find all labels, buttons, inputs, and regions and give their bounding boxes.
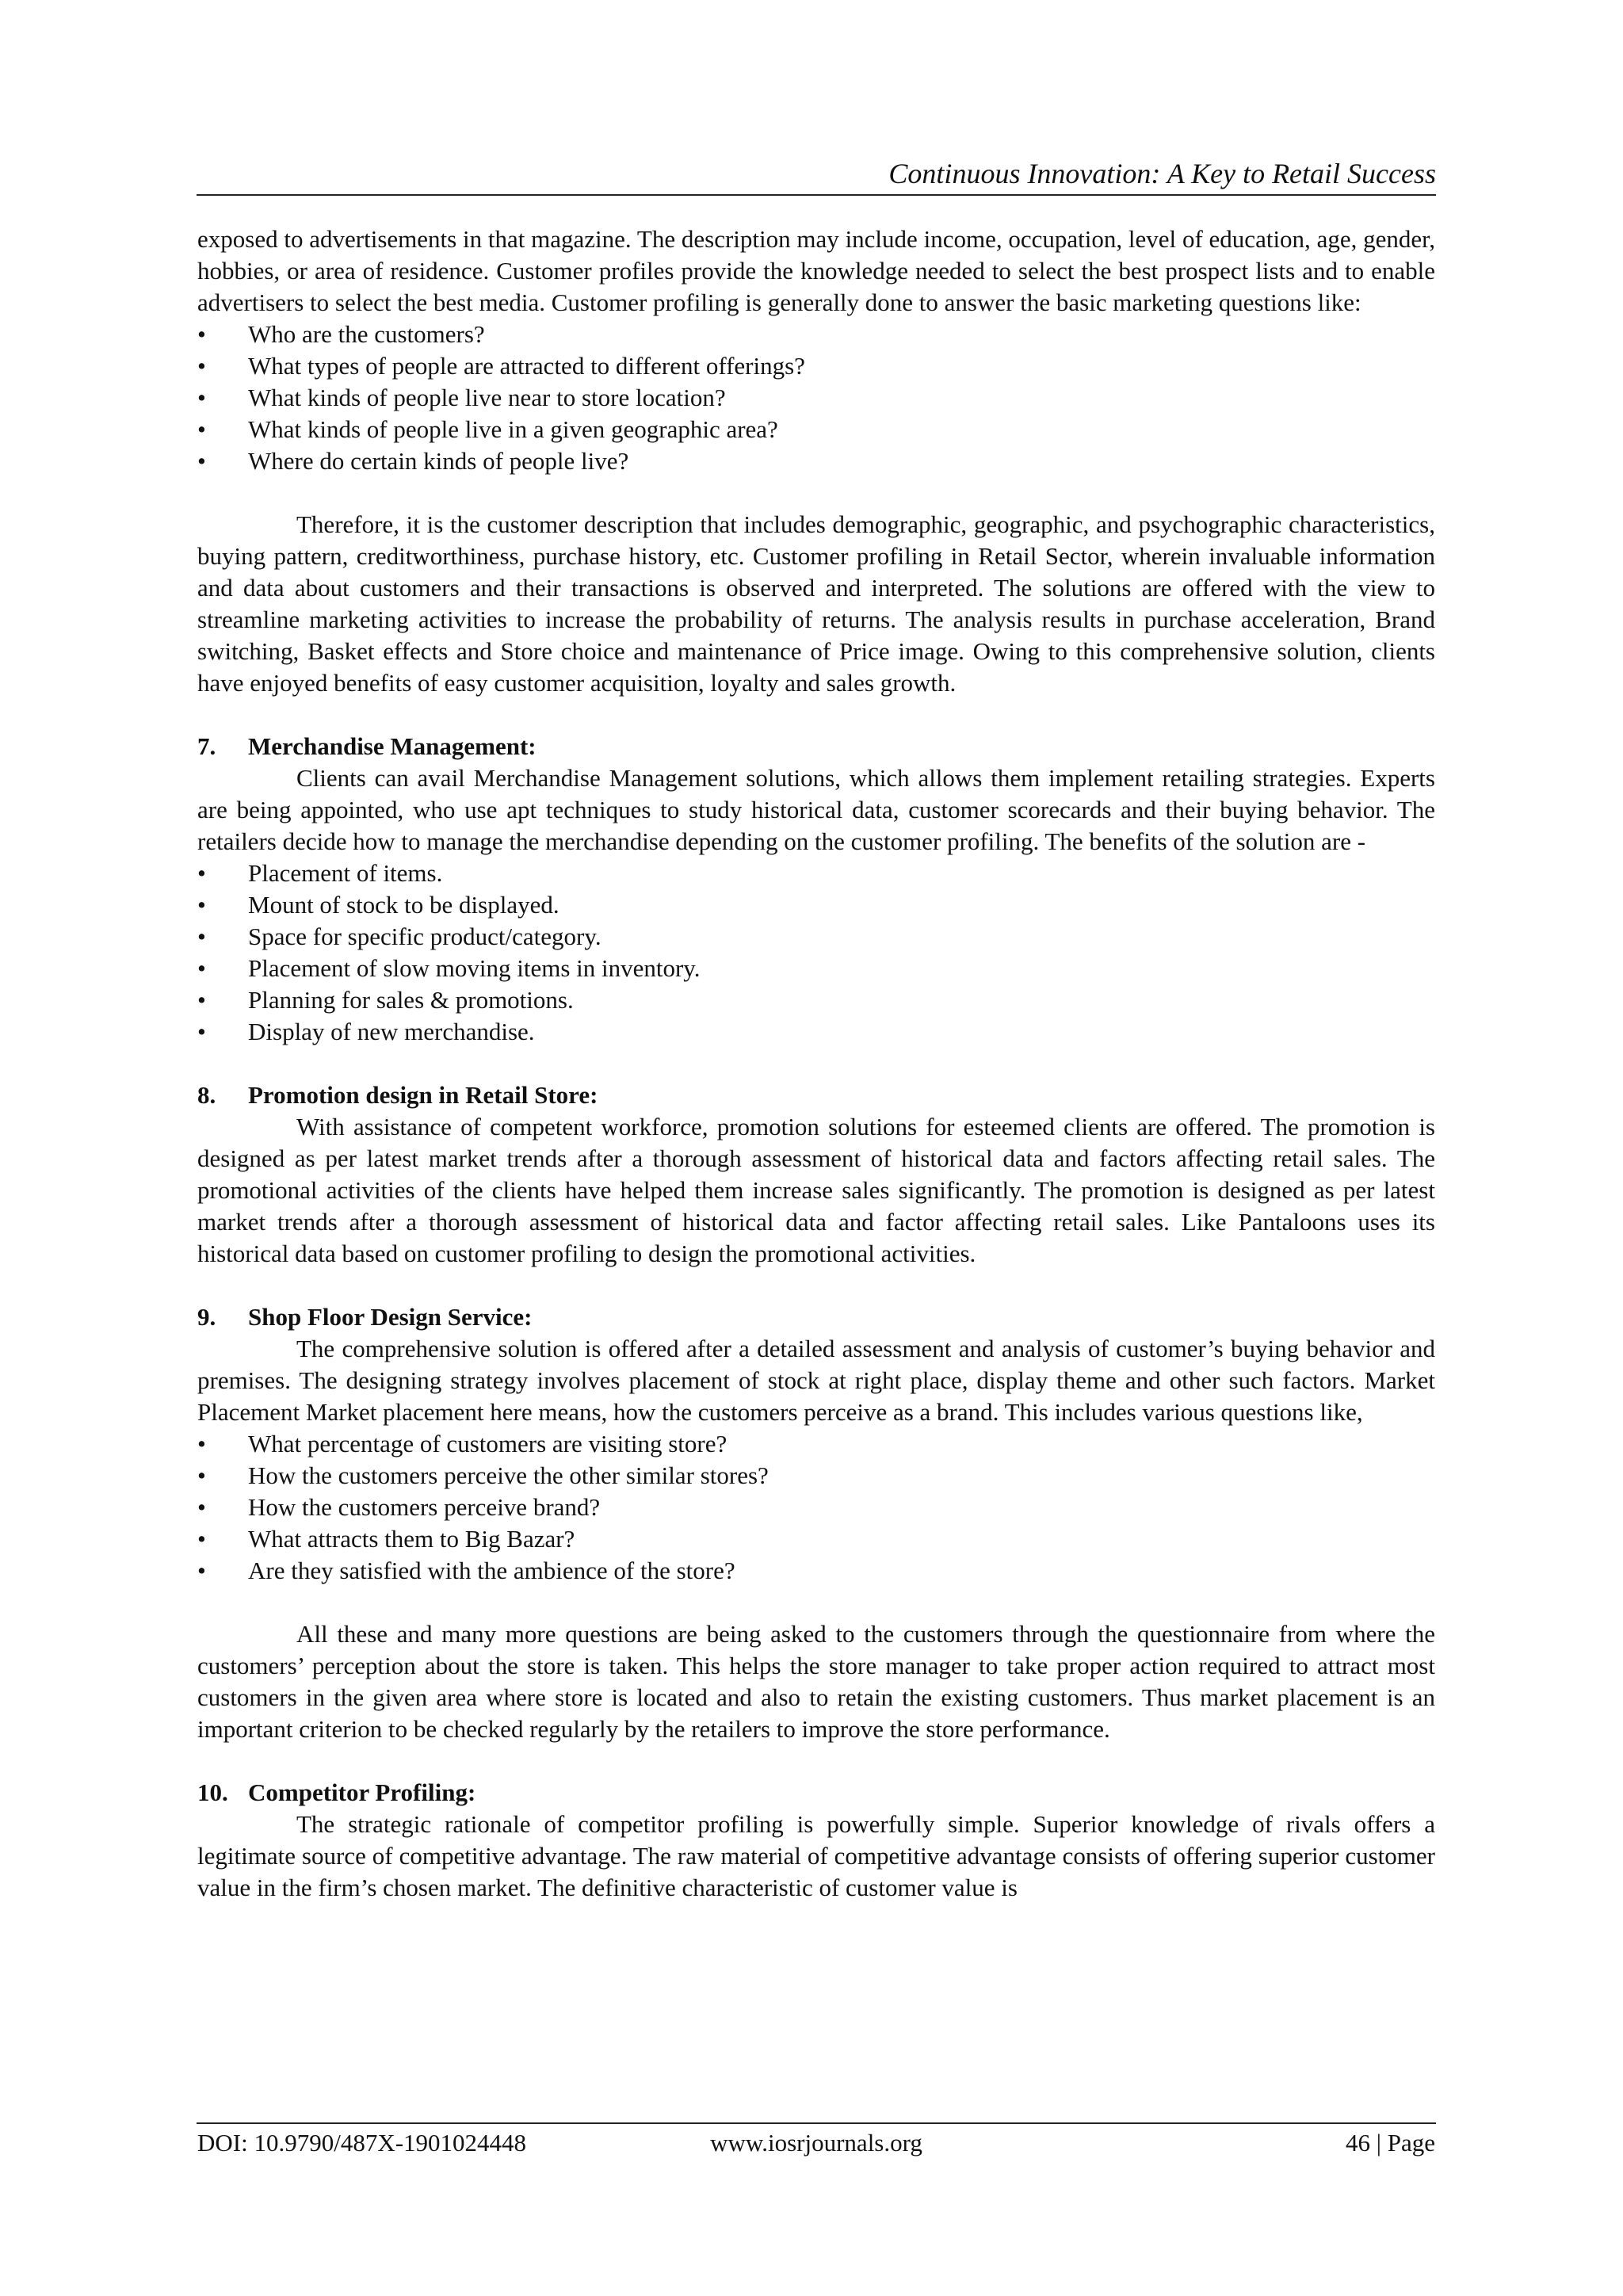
list-item: • Who are the customers? [197, 319, 1435, 350]
bullet-icon: • [197, 1525, 206, 1553]
spacer [197, 1587, 1435, 1618]
list-item: • Display of new merchandise. [197, 1016, 1435, 1048]
list-item: • Mount of stock to be displayed. [197, 889, 1435, 921]
list-item: • How the customers perceive brand? [197, 1492, 1435, 1523]
section-heading-shop-floor: 9. Shop Floor Design Service: [197, 1303, 533, 1331]
list-item: • Placement of items. [197, 858, 1435, 889]
bullet-icon: • [197, 1557, 206, 1584]
footer-rule [197, 2122, 1436, 2124]
bullet-icon: • [197, 415, 206, 443]
header-rule [197, 194, 1436, 196]
section-heading-competitor: 10. Competitor Profiling: [197, 1778, 476, 1806]
spacer [197, 1745, 1435, 1777]
bullet-icon: • [197, 1430, 206, 1457]
bullet-icon: • [197, 954, 206, 982]
footer-doi: DOI: 10.9790/487X-1901024448 [197, 2129, 527, 2157]
bullet-icon: • [197, 352, 206, 380]
list-item: • Where do certain kinds of people live? [197, 445, 1435, 477]
bullet-icon: • [197, 1461, 206, 1489]
running-head-title: Continuous Innovation: A Key to Retail Success [888, 158, 1436, 189]
list-item: • What types of people are attracted to different offerings? [197, 350, 1435, 382]
list-item: • What attracts them to Big Bazar? [197, 1523, 1435, 1555]
list-item: • Planning for sales & promotions. [197, 984, 1435, 1016]
shop-floor-paragraph: The comprehensive solution is offered after a detailed assessment and analysis of customer’s buying behavior and premises. The designing strategy involves placement of stock at right place, display theme and other such factors. Market Placement Market placement here means, how the customers perceive as a brand. This includes various questions like, [197, 1335, 1435, 1426]
list-item: • How the customers perceive the other similar stores? [197, 1460, 1435, 1492]
bullet-icon: • [197, 891, 206, 919]
list-item: • Placement of slow moving items in inventory. [197, 953, 1435, 984]
spacer [197, 1048, 1435, 1079]
list-item: • Space for specific product/category. [197, 921, 1435, 953]
shop-floor-question-list [197, 1428, 1435, 1587]
spacer [197, 477, 1435, 509]
list-item: • What percentage of customers are visiting store? [197, 1428, 1435, 1460]
bullet-icon: • [197, 320, 206, 348]
list-item: • What kinds of people live in a given geographic area? [197, 414, 1435, 445]
bullet-icon: • [197, 447, 206, 475]
bullet-icon: • [197, 859, 206, 887]
spacer [197, 699, 1435, 731]
merchandise-paragraph: Clients can avail Merchandise Management solutions, which allows them implement retailing strategies. Experts are being appointed, who use apt techniques to study historical data, customer scorecards and their buying behavior. The retailers decide how to manage the merchandise depending on the customer profiling. The benefits of the solution are - [197, 764, 1435, 855]
merchandise-benefit-list [197, 858, 1435, 1048]
section-heading-merchandise: 7. Merchandise Management: [197, 732, 537, 760]
list-item: • What kinds of people live near to store location? [197, 382, 1435, 414]
footer-page-number: 46 | Page [1346, 2129, 1435, 2157]
page-body [197, 223, 1435, 1904]
competitor-paragraph: The strategic rationale of competitor profiling is powerfully simple. Superior knowledge of rivals offers a legitimate source of competitive advantage. The raw material of competitive advantage consists of offering superior customer value in the firm’s chosen market. The definitive characteristic of customer value is [197, 1810, 1435, 1901]
footer-website: www.iosrjournals.org [710, 2129, 922, 2157]
bullet-icon: • [197, 923, 206, 950]
intro-question-list [197, 319, 1435, 477]
questionnaire-paragraph: All these and many more questions are being asked to the customers through the questionnaire from where the customers’ perception about the store is taken. This helps the store manager to take proper action required to attract most customers in the given area where store is located and also to retain the existing customers. Thus market placement is an important criterion to be checked regularly by the retailers to improve the store performance. [197, 1620, 1435, 1743]
bullet-icon: • [197, 1493, 206, 1521]
promotion-paragraph: With assistance of competent workforce, promotion solutions for esteemed clients are offered. The promotion is designed as per latest market trends after a thorough assessment of historical data and factors affecting retail sales. The promotional activities of the clients have helped them increase sales significantly. The promotion is designed as per latest market trends after a thorough assessment of historical data and factor affecting retail sales. Like Pantaloons uses its historical data based on customer profiling to design the promotional activities. [197, 1113, 1435, 1267]
bullet-icon: • [197, 1018, 206, 1045]
bullet-icon: • [197, 384, 206, 411]
customer-profiling-paragraph: Therefore, it is the customer description that includes demographic, geographic, and psychographic characteristics, buying pattern, creditworthiness, purchase history, etc. Customer profiling in Retail Sector, wherein invaluable information and data about customers and their transactions is observed and interpreted. The solutions are offered with the view to streamline marketing activities to increase the probability of returns. The analysis results in purchase acceleration, Brand switching, Basket effects and Store choice and maintenance of Price image. Owing to this comprehensive solution, clients have enjoyed benefits of easy customer acquisition, loyalty and sales growth. [197, 510, 1435, 697]
intro-paragraph: exposed to advertisements in that magazine. The description may include income, occupation, level of education, age, gender, hobbies, or area of residence. Customer profiles provide the knowledge needed to select the best prospect lists and to enable advertisers to select the best media. Customer profiling is generally done to answer the basic marketing questions like: [197, 225, 1435, 316]
spacer [197, 1270, 1435, 1301]
section-heading-promotion: 8. Promotion design in Retail Store: [197, 1081, 598, 1109]
bullet-icon: • [197, 986, 206, 1014]
list-item: • Are they satisfied with the ambience of the store? [197, 1555, 1435, 1587]
